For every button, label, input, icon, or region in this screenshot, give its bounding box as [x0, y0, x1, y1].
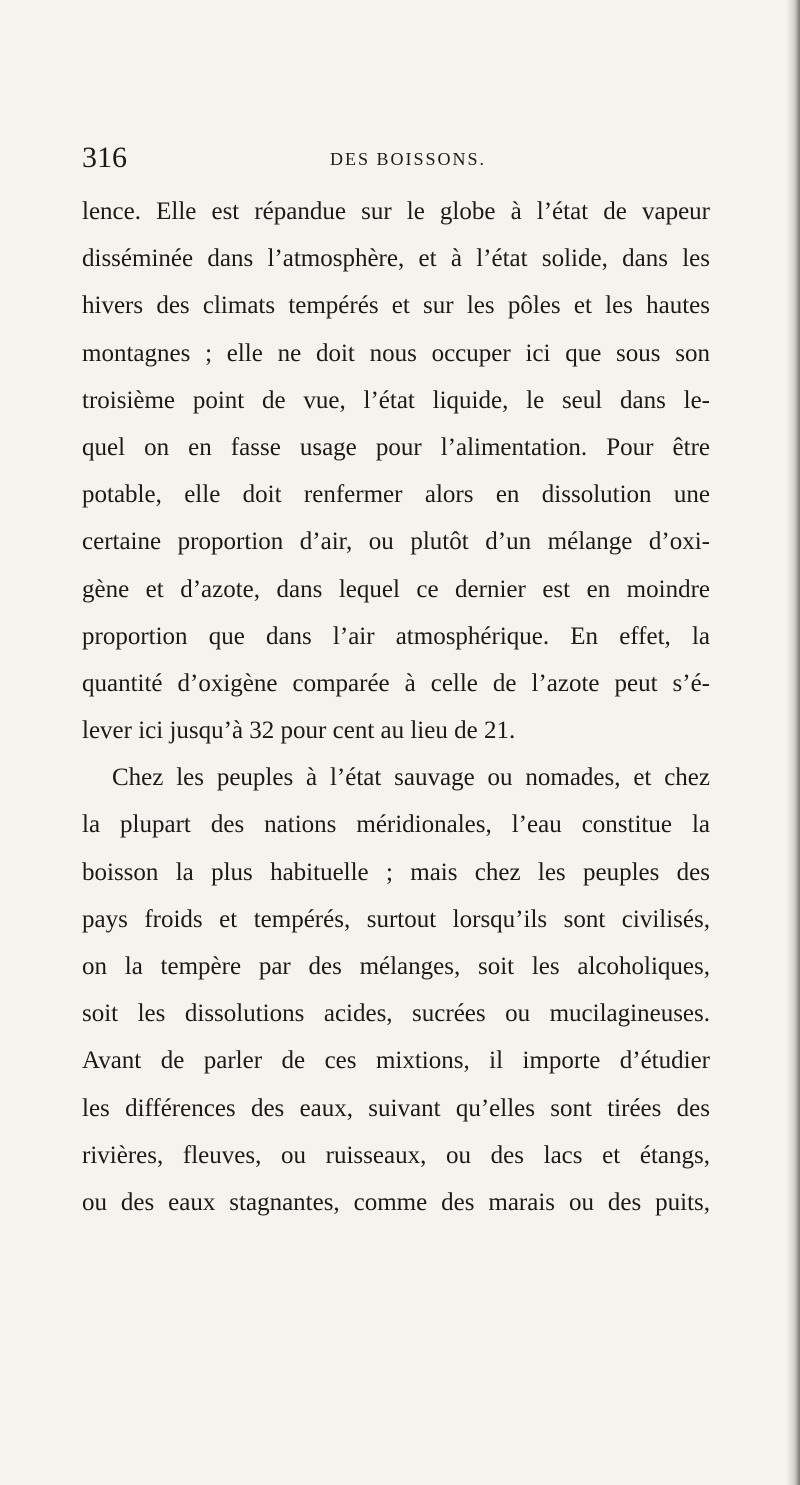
text-line: Chez les peuples à l’état sauvage ou nomades, et chez	[112, 764, 710, 792]
text-line: proportion que dans l’air atmosphérique. En effet, la	[82, 622, 710, 650]
running-head	[82, 138, 722, 178]
text-line: lever ici jusqu’à 32 pour cent au lieu de 21.	[82, 717, 516, 745]
text-line: pays froids et tempérés, surtout lorsqu’ils sont civilisés,	[82, 905, 710, 933]
text-line: lence. Elle est répandue sur le globe à l’état de vapeur	[82, 198, 710, 225]
text-line: montagnes ; elle ne doit nous occuper ici que sous son	[82, 339, 710, 367]
text-line: troisième point de vue, l’état liquide, le seul dans le-	[82, 386, 710, 414]
page-edge-shadow	[786, 0, 800, 1485]
text-line: certaine proportion d’air, ou plutôt d’un mélange d’oxi-	[82, 528, 710, 556]
text-line: rivières, fleuves, ou ruisseaux, ou des lacs et étangs,	[82, 1141, 710, 1169]
text-line: hivers des climats tempérés et sur les pôles et les hautes	[82, 292, 710, 320]
text-line: la plupart des nations méridionales, l’eau constitue la	[82, 811, 710, 839]
text-line: Avant de parler de ces mixtions, il importe d’étudier	[82, 1047, 710, 1075]
text-line: gène et d’azote, dans lequel ce dernier est en moindre	[82, 575, 710, 603]
text-line: ou des eaux stagnantes, comme des marais ou des puits,	[82, 1188, 710, 1216]
text-line: les différences des eaux, suivant qu’elles sont tirées des	[82, 1094, 710, 1122]
page-number: 316	[82, 141, 127, 174]
body-text	[82, 188, 710, 1226]
text-line: potable, elle doit renfermer alors en dissolution une	[82, 481, 710, 509]
text-line: quantité d’oxigène comparée à celle de l’azote peut s’é-	[82, 669, 710, 697]
text-line: soit les dissolutions acides, sucrées ou mucilagineuses.	[82, 1000, 710, 1028]
text-line: disséminée dans l’atmosphère, et à l’état solide, dans les	[82, 245, 710, 273]
text-line: quel on en fasse usage pour l’alimentation. Pour être	[82, 433, 710, 461]
text-line: boisson la plus habituelle ; mais chez les peuples des	[82, 858, 710, 886]
running-title: DES BOISSONS.	[330, 149, 487, 169]
text-line: on la tempère par des mélanges, soit les alcoholiques,	[82, 953, 710, 980]
